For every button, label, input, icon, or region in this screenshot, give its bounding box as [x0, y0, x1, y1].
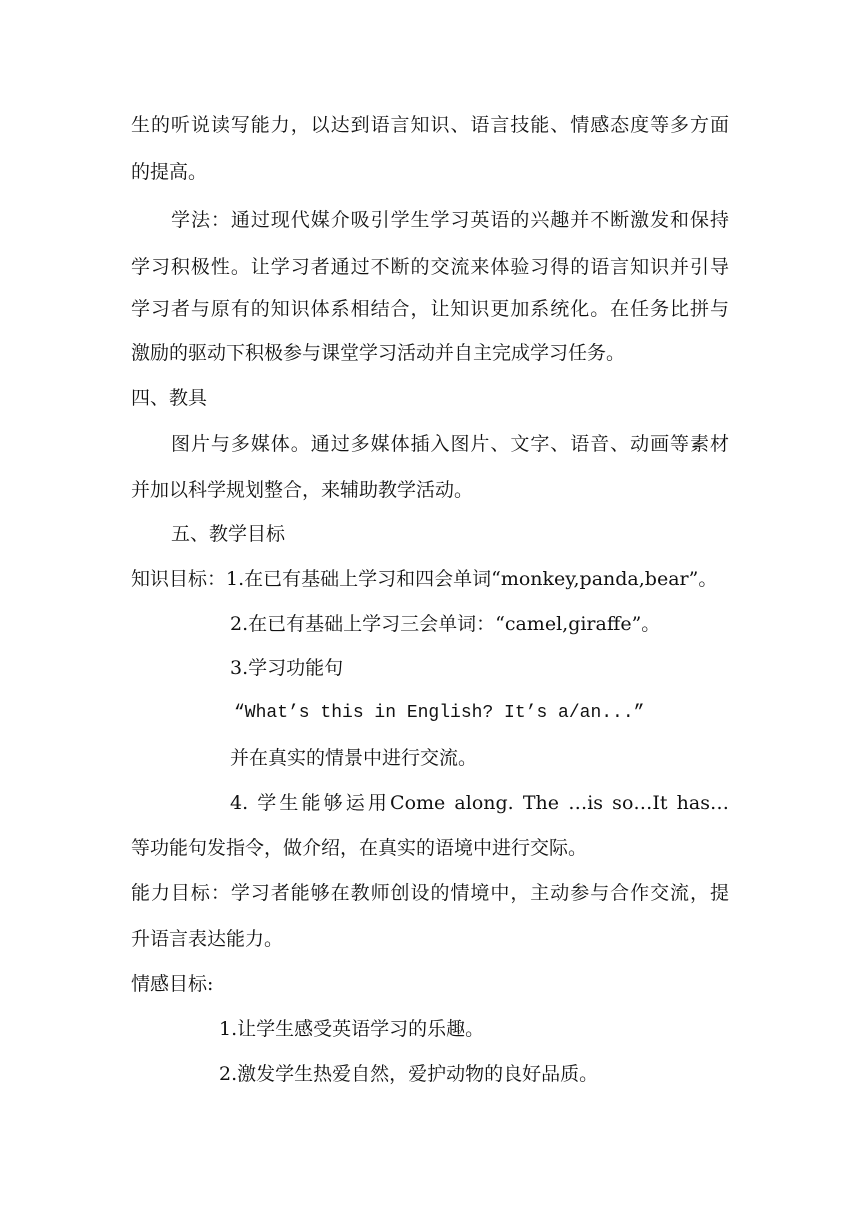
knowledge-objective-line: 等功能句发指令，做介绍，在真实的语境中进行交际。: [131, 837, 588, 859]
emotion-objective-heading: 情感目标:: [131, 973, 214, 995]
knowledge-objective-item: 4. 学生能够运用Come along. The …is so…It has…: [230, 792, 729, 814]
section-heading-teaching-aids: 四、教具: [131, 387, 208, 409]
emotion-objective-item: 1.让学生感受英语学习的乐趣。: [219, 1018, 485, 1040]
ability-objective-line: 升语言表达能力。: [131, 928, 284, 950]
ability-objective-line: 能力目标：学习者能够在教师创设的情境中，主动参与合作交流，提: [131, 882, 729, 904]
knowledge-objective-item: 并在真实的情景中进行交流。: [230, 747, 478, 769]
study-method-line: 学习积极性。让学习者通过不断的交流来体验习得的语言知识并引导: [131, 256, 729, 278]
function-sentence: “What’s this in English? It’s a/an...”: [234, 703, 645, 723]
study-method-line: 激励的驱动下积极参与课堂学习活动并自主完成学习任务。: [131, 342, 626, 364]
knowledge-objective-line: 知识目标：1.在已有基础上学习和四会单词“monkey,panda,bear”。: [131, 568, 718, 590]
paragraph-line: 生的听说读写能力，以达到语言知识、语言技能、情感态度等多方面: [131, 114, 729, 136]
knowledge-objective-item: 3.学习功能句: [230, 657, 344, 679]
paragraph-line: 的提高。: [131, 161, 208, 183]
section-heading-objectives: 五、教学目标: [171, 523, 286, 545]
knowledge-objective-item: 2.在已有基础上学习三会单词：“camel,giraffe”。: [230, 613, 661, 635]
teaching-aids-line: 并加以科学规划整合，来辅助教学活动。: [131, 479, 474, 501]
emotion-objective-item: 2.激发学生热爱自然，爱护动物的良好品质。: [219, 1063, 599, 1085]
study-method-line: 学法：通过现代媒介吸引学生学习英语的兴趣并不断激发和保持: [171, 209, 729, 231]
teaching-aids-line: 图片与多媒体。通过多媒体插入图片、文字、语音、动画等素材: [171, 433, 729, 455]
study-method-line: 学习者与原有的知识体系相结合，让知识更加系统化。在任务比拼与: [131, 298, 729, 320]
